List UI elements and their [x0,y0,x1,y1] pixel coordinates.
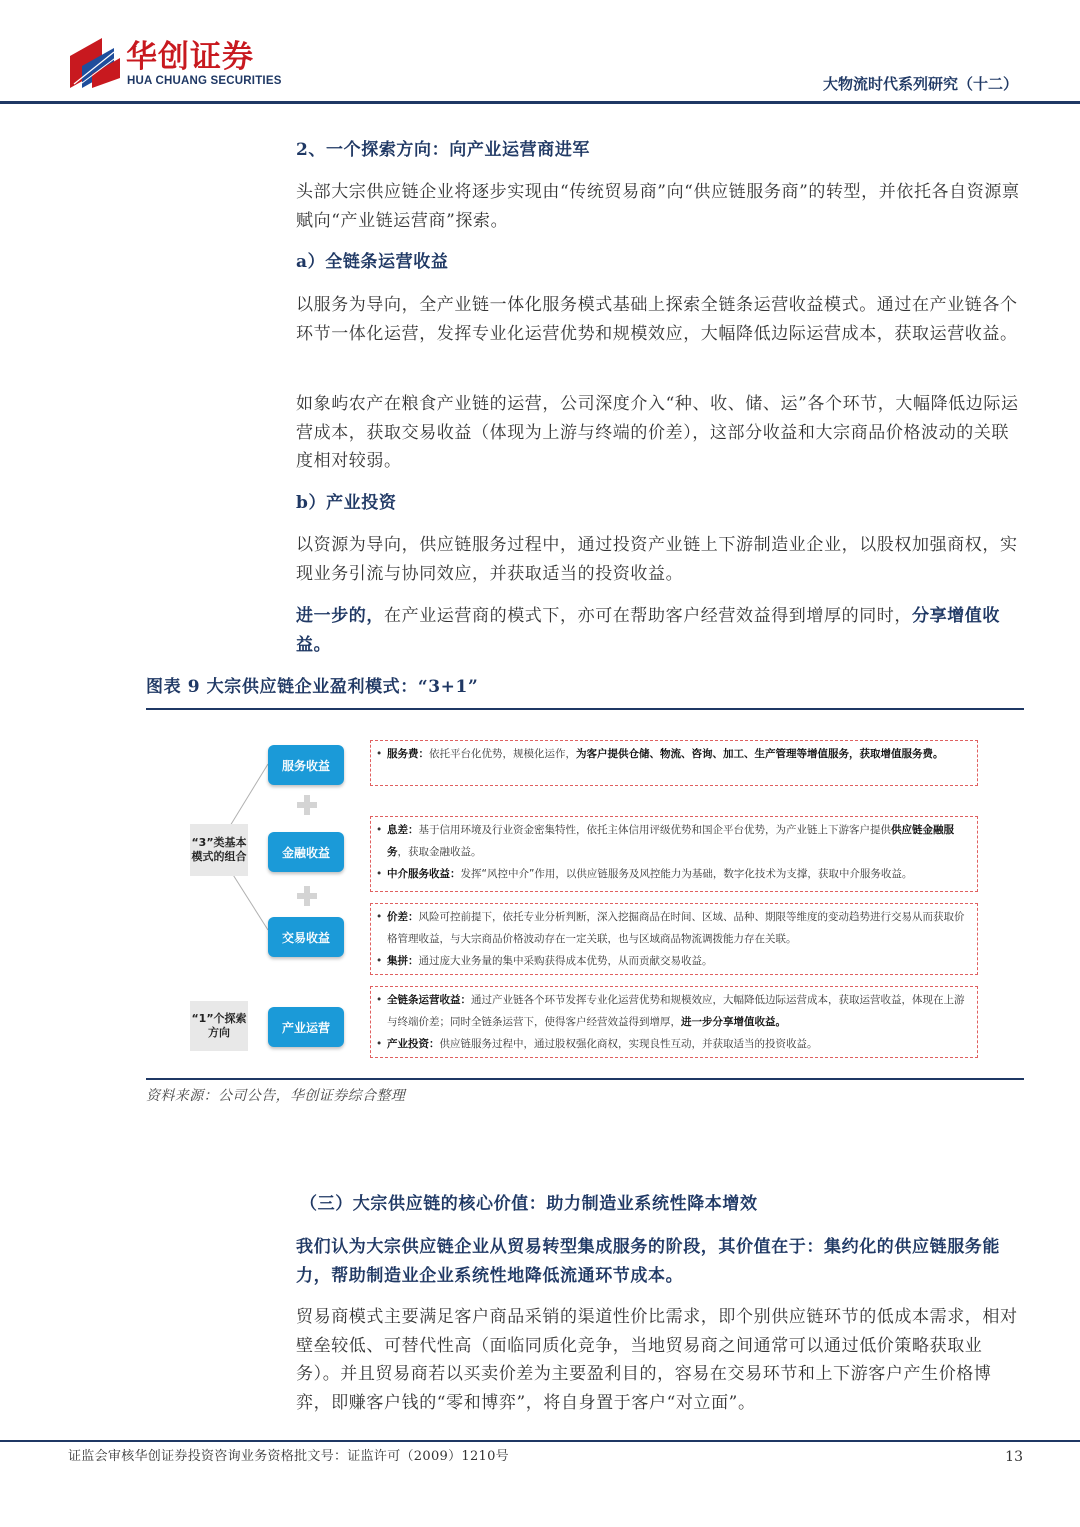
sub-b-bold-tail: 分享增值收益。 [296,606,1000,655]
finance-income-pill: 金融收益 [268,832,344,872]
three-models-box: “3”类基本模式的组合 [190,824,248,876]
plus-icon [297,795,317,815]
sub-b-paragraph-1: 以资源为导向，供应链服务过程中，通过投资产业链上下游制造业企业，以股权加强商权，实现业务引流与协同效应，并获取适当的投资收益。 [296,535,1018,584]
trade-income-detail [370,903,978,975]
sub-a-heading: a）全链条运营收益 [296,252,449,272]
industry-investment-bullet: • 产业投资：供应链服务过程中，通过股权强化商权，实现良性互动，并获取适当的投资收益。 [387,1033,969,1055]
price-spread-bullet: • 价差：风险可控前提下，依托专业分析判断，深入挖掘商品在时间、区域、品种、期限等维度的变动趋势进行交易从而获取价格管理收益，与大宗商品价格波动存在一定关联，也与区域商品物流调拨能力存在关联。 [387,906,969,950]
consolidation-bullet: • 集拼：通过庞大业务量的集中采购获得成本优势，从而贡献交易收益。 [387,950,969,972]
industry-operation-pill: 产业运营 [268,1007,344,1047]
sub-b-text: 在产业运营商的模式下，亦可在帮助客户经营效益得到增厚的同时， [384,606,912,626]
section-2-heading: 2、一个探索方向：向产业运营商进军 [296,140,591,160]
service-income-detail [370,740,978,786]
figure-source: 资料来源：公司公告，华创证券综合整理 [146,1088,406,1104]
license-statement: 证监会审核华创证券投资咨询业务资格批文号：证监许可（2009）1210号 [68,1449,509,1464]
report-series-title: 大物流时代系列研究（十二） [822,75,1018,93]
interest-spread-bullet: • 息差：基于信用环境及行业资金密集特性，依托主体信用评级优势和国企平台优势，为产业链上下游客户提供供应链金融服务，获取金融收益。 [387,819,969,863]
section-3-key-point: 我们认为大宗供应链企业从贸易转型集成服务的阶段，其价值在于：集约化的供应链服务能力，帮助制造业企业系统性地降低流通环节成本。 [296,1237,1000,1286]
sub-a-paragraph-1: 以服务为导向，全产业链一体化服务模式基础上探索全链条运营收益模式。通过在产业链各个环节一体化运营，发挥专业化运营优势和规模效应，大幅降低边际运营成本，获取运营收益。 [296,295,1018,344]
company-logo-english: HUA CHUANG SECURITIES [127,75,282,87]
plus-icon [297,886,317,906]
company-logo-text: 华创证券 [126,39,254,75]
section-3-paragraph: 贸易商模式主要满足客户商品采销的渠道性价比需求，即个别供应链环节的低成本需求，相对壁垒较低、可替代性高（面临同质化竞争，当地贸易商之间通常可以通过低价策略获取业务）。并且贸易商若以买卖价差为主要盈利目的，容易在交易环节和上下游客户产生价格博弈，即赚客户钱的“零和博弈”，将自身置于客户“对立面”。 [296,1307,1018,1413]
sub-b-heading: b）产业投资 [296,493,397,513]
sub-b-paragraph-2 [296,602,1024,659]
finance-income-detail [370,816,978,892]
sub-a-paragraph-2: 如象屿农产在粮食产业链的运营，公司深度介入“种、收、储、运”各个环节，大幅降低边际运营成本，获取交易收益（体现为上游与终端的价差），这部分收益和大宗商品价格波动的关联度相对较弱。 [296,394,1019,471]
service-fee-bullet: • 服务费：依托平台化优势，规模化运作，为客户提供仓储、物流、咨询、加工、生产管理等增值服务，获取增值服务费。 [387,743,969,765]
one-direction-box: “1”个探索方向 [190,1001,248,1051]
industry-operation-detail [370,986,978,1058]
section-3-heading: （三）大宗供应链的核心价值：助力制造业系统性降本增效 [300,1194,758,1214]
service-income-pill: 服务收益 [268,745,344,785]
full-chain-income-bullet: • 全链条运营收益：通过产业链各个环节发挥专业化运营优势和规模效应，大幅降低边际运营成本，获取运营收益，体现在上游与终端价差；同时全链条运营下，使得客户经营效益得到增厚，进一步分享增值收益。 [387,989,969,1033]
page-number: 13 [1005,1449,1023,1465]
section-2-intro: 头部大宗供应链企业将逐步实现由“传统贸易商”向“供应链服务商”的转型，并依托各自资源禀赋向“产业链运营商”探索。 [296,182,1020,231]
header-divider [0,101,1080,104]
intermediary-income-bullet: • 中介服务收益：发挥“风控中介”作用，以供应链服务及风控能力为基础，数字化技术为支撑，获取中介服务收益。 [387,863,969,885]
figure-9-title: 图表 9 大宗供应链企业盈利模式：“3+1” [146,677,479,697]
trade-income-pill: 交易收益 [268,917,344,957]
company-logo-mark [70,38,120,88]
sub-b-bold-lead: 进一步的， [296,606,384,626]
figure-bottom-rule [146,1078,1024,1080]
figure-top-rule [146,708,1024,710]
footer-divider [0,1440,1080,1442]
